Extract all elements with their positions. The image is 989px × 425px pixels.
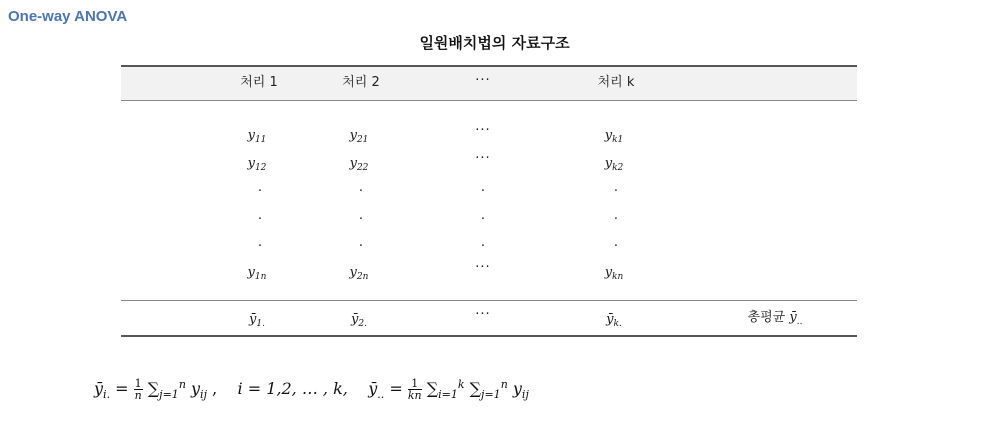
fraction-1-over-kn: $\frac{1}{kn}$ [407, 377, 422, 402]
cell-y11: $y_{11}$ [247, 128, 267, 145]
cell-y1n: $y_{1n}$ [247, 265, 267, 282]
vdot: . [257, 180, 263, 195]
cell-y22: $y_{22}$ [349, 156, 369, 173]
mean-col-1: $ȳ_{1.}$ [249, 312, 265, 329]
header-treatment-2: 처리 2 [342, 75, 380, 90]
cell-y21: $y_{21}$ [349, 128, 369, 145]
grand-mean [748, 310, 803, 330]
vdot: . [480, 180, 486, 195]
grand-mean-formula-symbol: $ȳ_{..}$ [368, 379, 385, 401]
index-range: i = 1,2, … , k, [237, 379, 348, 398]
cell-yk1: $y_{k1}$ [604, 128, 624, 145]
header-ellipsis: ··· [475, 73, 491, 88]
cell-y12: $y_{12}$ [247, 156, 267, 173]
mean-col-2: $ȳ_{2.}$ [351, 312, 367, 329]
mean-col-k: $ȳ_{k.}$ [606, 312, 622, 329]
table-bottom-rule [121, 335, 857, 337]
vdot: . [613, 235, 619, 250]
sum-over-j: $\sum_{j=1}^n$ [147, 378, 186, 401]
cell-ykn: $y_{kn}$ [604, 265, 624, 282]
cell-yk2: $y_{k2}$ [604, 156, 624, 173]
mean-formula [94, 378, 529, 401]
comma: , [212, 379, 218, 398]
fraction-1-over-n: $\frac{1}{n}$ [134, 377, 142, 402]
ellipsis-row-n: ··· [475, 260, 491, 275]
brand-title: One-way ANOVA [8, 8, 128, 25]
header-treatment-k: 처리 k [597, 75, 635, 90]
cell-y2n: $y_{2n}$ [349, 265, 369, 282]
vdot: . [358, 180, 364, 195]
term-yij: $y_{ij}$ [191, 379, 207, 401]
vdot: . [613, 208, 619, 223]
term-yij-2: $y_{ij}$ [512, 379, 529, 401]
header-treatment-1: 처리 1 [240, 75, 278, 90]
vdot: . [358, 235, 364, 250]
table-header-rule [121, 100, 857, 101]
vdot: . [257, 235, 263, 250]
page-title: 일원배치법의 자료구조 [419, 34, 570, 52]
equals-sign-2: = [389, 379, 403, 398]
ellipsis-row-2: ··· [475, 151, 491, 166]
ellipsis-row-1: ··· [475, 123, 491, 138]
grand-mean-label: 총평균 [747, 310, 786, 325]
vdot: . [358, 208, 364, 223]
ellipsis-mean: ··· [475, 307, 491, 322]
equals-sign: = [115, 379, 129, 398]
treatment-mean-symbol: $ȳ_{i.}$ [94, 379, 111, 401]
sum-over-i: $\sum_{i=1}^k$ [426, 378, 465, 401]
vdot: . [613, 180, 619, 195]
vdot: . [257, 208, 263, 223]
data-structure-table [121, 65, 857, 338]
vdot: . [480, 208, 486, 223]
vdot: . [480, 235, 486, 250]
grand-mean-symbol: $ȳ_{..}$ [789, 310, 803, 327]
sum-over-j-2: $\sum_{j=1}^n$ [469, 378, 508, 401]
table-mean-rule [121, 300, 857, 301]
